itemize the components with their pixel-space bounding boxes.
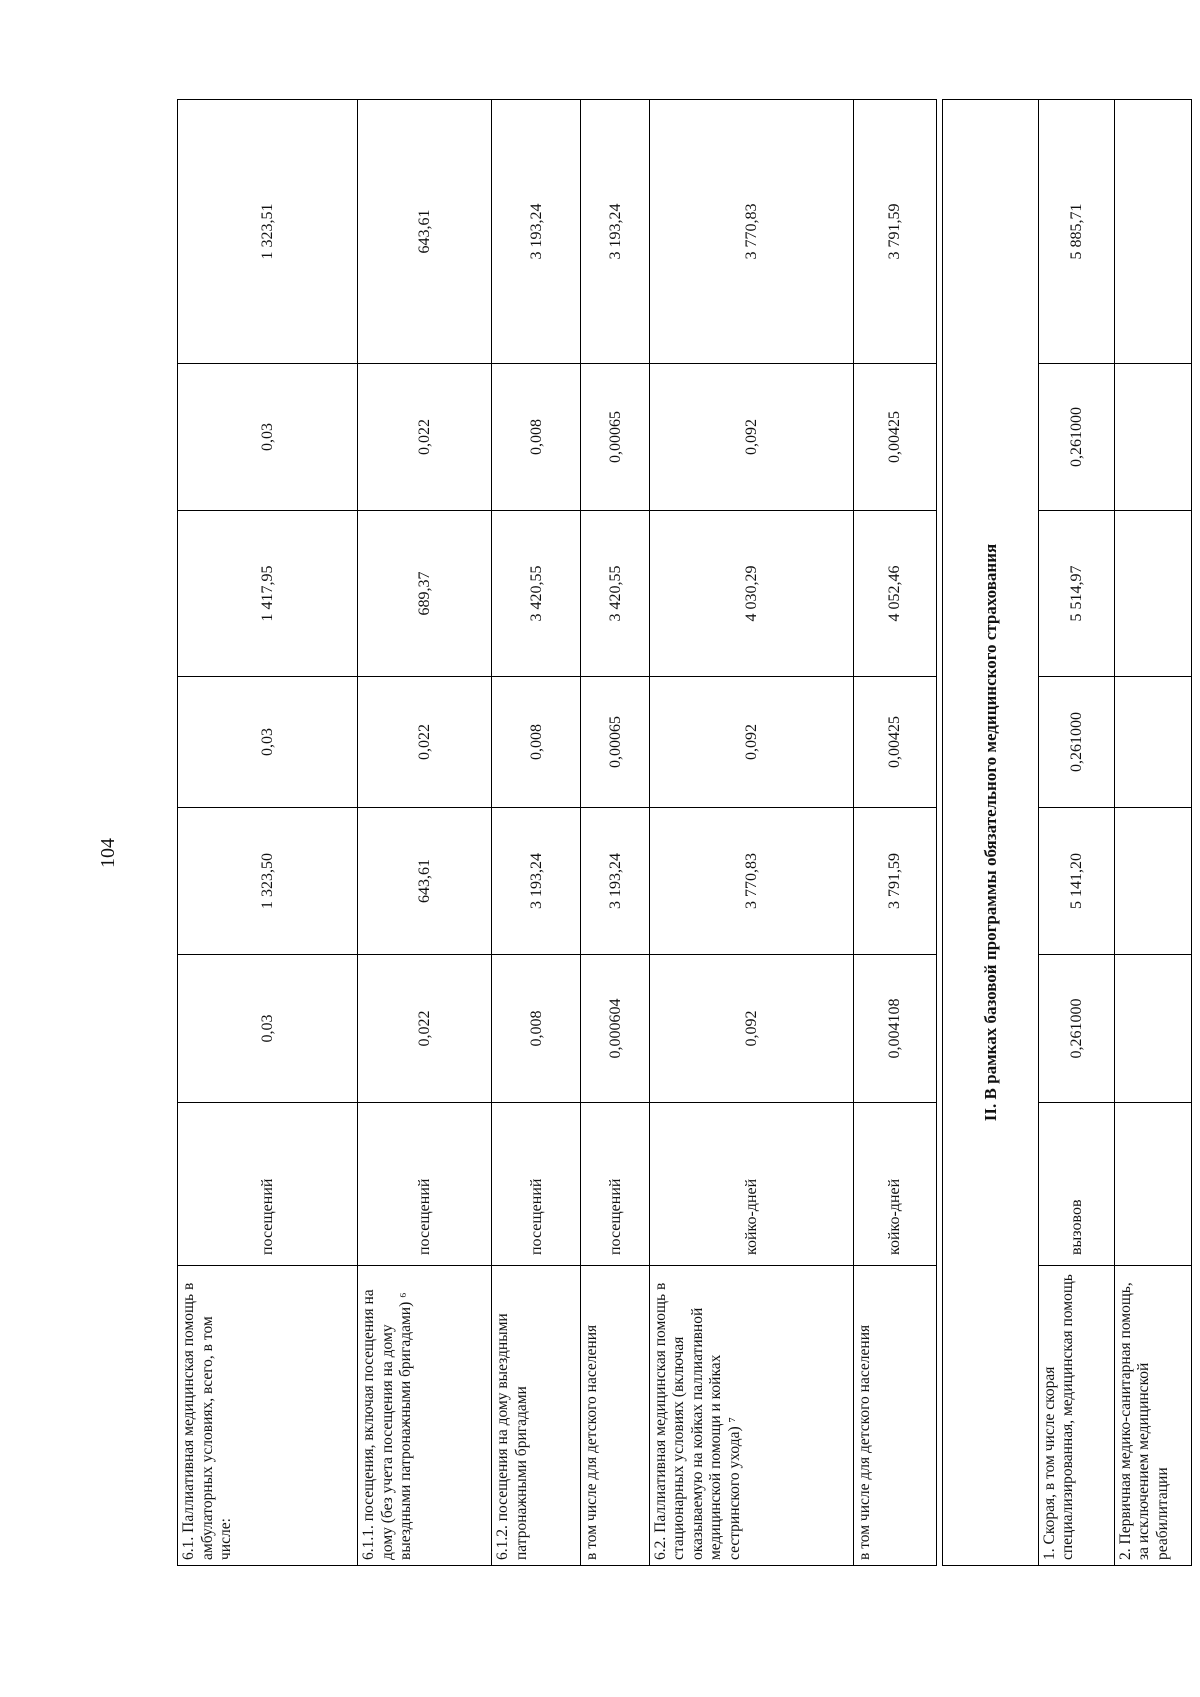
value-cell: 0,03 <box>178 364 358 511</box>
row-name: 1. Скорая, в том числе скорая специализированная, медицинская помощь <box>1038 1266 1114 1566</box>
value-cell: 0,022 <box>358 677 492 808</box>
value-cell: 0,092 <box>649 677 853 808</box>
section-row <box>942 100 1038 1566</box>
value-cell: 0,03 <box>178 955 358 1103</box>
value-cell: 0,022 <box>358 955 492 1103</box>
value-cell: 1 323,50 <box>178 808 358 955</box>
table-row <box>649 100 853 1566</box>
value-cell: 0,092 <box>649 364 853 511</box>
value-cell: 0,00065 <box>581 677 650 808</box>
unit-cell: вызовов <box>1038 1103 1114 1266</box>
value-cell: 3 420,55 <box>492 511 581 677</box>
row-name: в том числе для детского населения <box>581 1266 650 1566</box>
value-cell <box>1114 511 1191 677</box>
value-cell: 5 514,97 <box>1038 511 1114 677</box>
value-cell: 0,008 <box>492 955 581 1103</box>
value-cell: 0,261000 <box>1038 364 1114 511</box>
table-row <box>1114 100 1191 1566</box>
value-cell: 643,61 <box>358 100 492 364</box>
table-row <box>492 100 581 1566</box>
row-name: 6.1. Паллиативная медицинская помощь в амбулаторных условиях, всего, в том числе: <box>178 1266 358 1566</box>
value-cell: 3 791,59 <box>853 808 936 955</box>
value-cell: 1 323,51 <box>178 100 358 364</box>
value-cell: 643,61 <box>358 808 492 955</box>
value-cell <box>1114 955 1191 1103</box>
unit-cell: посещений <box>492 1103 581 1266</box>
value-cell: 0,00065 <box>581 364 650 511</box>
value-cell: 0,008 <box>492 677 581 808</box>
value-cell: 0,004108 <box>853 955 936 1103</box>
unit-cell: койко-дней <box>649 1103 853 1266</box>
rotated-table-container <box>177 100 1192 1566</box>
value-cell: 5 885,71 <box>1038 100 1114 364</box>
value-cell: 689,37 <box>358 511 492 677</box>
value-cell: 0,03 <box>178 677 358 808</box>
row-name: 2. Первичная медико-санитарная помощь, за исключением медицинской реабилитации <box>1114 1266 1191 1566</box>
value-cell: 1 417,95 <box>178 511 358 677</box>
unit-cell: посещений <box>581 1103 650 1266</box>
row-name: 6.1.2. посещения на дому выездными патронажными бригадами <box>492 1266 581 1566</box>
value-cell <box>1114 677 1191 808</box>
value-cell: 3 193,24 <box>492 100 581 364</box>
unit-cell: посещений <box>358 1103 492 1266</box>
row-name: в том числе для детского населения <box>853 1266 936 1566</box>
value-cell: 0,008 <box>492 364 581 511</box>
table-row <box>1038 100 1114 1566</box>
value-cell: 0,022 <box>358 364 492 511</box>
value-cell: 3 791,59 <box>853 100 936 364</box>
table-row <box>581 100 650 1566</box>
value-cell: 0,000604 <box>581 955 650 1103</box>
value-cell: 4 052,46 <box>853 511 936 677</box>
row-name: 6.1.1. посещения, включая посещения на дому (без учета посещения на дому выездными патронажными бригадами) ⁶ <box>358 1266 492 1566</box>
value-cell: 0,00425 <box>853 677 936 808</box>
value-cell <box>1114 100 1191 364</box>
value-cell: 0,092 <box>649 955 853 1103</box>
value-cell <box>1114 808 1191 955</box>
row-name: 6.2. Паллиативная медицинская помощь в стационарных условиях (включая оказываемую на койках паллиативной медицинской помощи и койках сестринского ухода) ⁷ <box>649 1266 853 1566</box>
norms-table <box>177 99 1192 1566</box>
unit-cell: посещений <box>178 1103 358 1266</box>
value-cell <box>1114 364 1191 511</box>
value-cell: 3 193,24 <box>492 808 581 955</box>
table-row <box>358 100 492 1566</box>
value-cell: 3 193,24 <box>581 100 650 364</box>
value-cell: 3 770,83 <box>649 100 853 364</box>
section-title: II. В рамках базовой программы обязательного медицинского страхования <box>942 100 1038 1566</box>
table-row <box>853 100 936 1566</box>
value-cell: 4 030,29 <box>649 511 853 677</box>
unit-cell <box>1114 1103 1191 1266</box>
value-cell: 0,261000 <box>1038 677 1114 808</box>
table-row <box>178 100 358 1566</box>
value-cell: 5 141,20 <box>1038 808 1114 955</box>
value-cell: 3 770,83 <box>649 808 853 955</box>
value-cell: 3 420,55 <box>581 511 650 677</box>
page-number: 104 <box>97 838 119 868</box>
value-cell: 0,261000 <box>1038 955 1114 1103</box>
value-cell: 3 193,24 <box>581 808 650 955</box>
value-cell: 0,00425 <box>853 364 936 511</box>
unit-cell: койко-дней <box>853 1103 936 1266</box>
